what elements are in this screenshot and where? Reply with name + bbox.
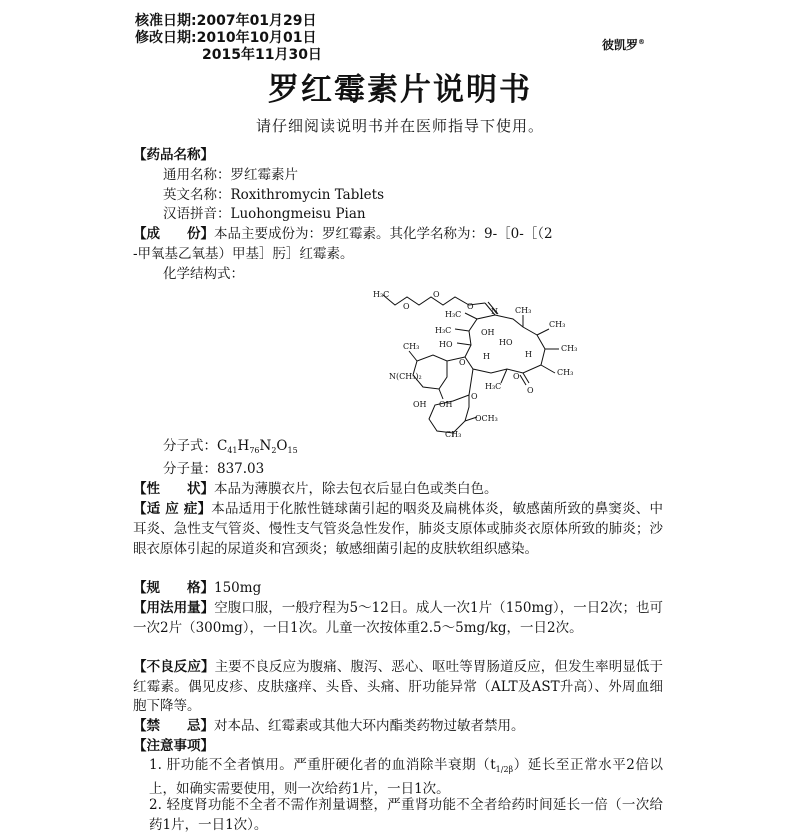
brand-text: 彼凯罗 — [602, 38, 639, 52]
label-ho-a: HO — [439, 339, 453, 349]
label-o5: O — [513, 371, 520, 381]
brand-name — [602, 36, 645, 53]
indications-text: 本品适用于化脓性链球菌引起的咽炎及扁桃体炎，敏感菌所致的鼻窦炎、中耳炎、急性支气管炎、慢性支气管炎急性发作，肺炎支原体或肺炎衣原体所致的肺炎；沙眼衣原体引起的尿道炎和宫颈炎；敏感细菌引起的皮肤软组织感染。 — [133, 500, 663, 557]
properties-text: 本品为薄膜衣片，除去包衣后显白色或类白色。 — [214, 481, 498, 498]
label-o4: O — [527, 385, 534, 395]
formula-h-count: 76 — [249, 445, 260, 455]
label-oh-c: OH — [413, 399, 427, 409]
specification-heading: 【规 格】 — [133, 579, 214, 596]
dosage-heading: 【用法用量】 — [133, 599, 215, 616]
approval-date: 核准日期:2007年01月29日 — [135, 13, 317, 29]
properties-heading: 【性 状】 — [133, 481, 214, 498]
dosage-text: 空腹口服，一般疗程为5～12日。成人一次1片（150mg），一日2次；也可一次2片（300mg），一日1次。儿童一次按体重2.5～5mg/kg，一日2次。 — [133, 599, 663, 636]
label-h-a: H — [483, 351, 490, 361]
revision-date: 修改日期:2010年10月01日 — [135, 30, 317, 46]
label-ch3-b: CH₃ — [549, 319, 566, 329]
molecular-formula — [133, 437, 663, 461]
adverse-section — [133, 658, 663, 717]
label-o7: O — [471, 391, 478, 401]
composition-text-2: -甲氧基乙氧基）甲基］肟］红霉素。 — [133, 245, 354, 262]
registered-mark: ® — [638, 38, 646, 46]
pinyin-name: 汉语拼音：Luohongmeisu Pian — [163, 206, 366, 223]
label-ch3-e: CH₃ — [403, 341, 420, 351]
label-h3c-c: H₃C — [485, 381, 502, 391]
label-och3: OCH₃ — [475, 413, 498, 423]
label-ho-b: HO — [499, 337, 513, 347]
precaution-item-1 — [133, 756, 663, 796]
label-ch3-a: CH₃ — [515, 305, 532, 315]
formula-n: N — [259, 437, 272, 454]
label-o3: O — [467, 301, 474, 311]
label-oh-a: OH — [481, 327, 495, 337]
drug-name-heading: 【药品名称】 — [133, 147, 214, 163]
english-name: 英文名称：Roxithromycin Tablets — [163, 186, 385, 203]
precautions-heading: 【注意事项】 — [133, 737, 214, 754]
indications-section — [133, 500, 663, 579]
properties-section — [133, 480, 663, 500]
specification-text: 150mg — [214, 579, 262, 596]
label-h-b: H — [525, 349, 532, 359]
formula-n-count: 2 — [271, 445, 277, 455]
label-ch3-c: CH₃ — [557, 367, 574, 377]
precaution-item-2: 2. 轻度肾功能不全者不需作剂量调整，严重肾功能不全者给药时间延长一倍（一次给药1片，一日1次）。 — [149, 797, 663, 834]
molecular-weight: 分子量：837.03 — [163, 461, 265, 478]
label-h3c-a: H₃C — [445, 309, 462, 319]
structure-label: 化学结构式： — [163, 265, 244, 282]
formula-o: O — [276, 437, 288, 454]
dosage-section — [133, 599, 663, 658]
composition-heading: 【成 份】 — [133, 226, 214, 243]
generic-name: 通用名称：罗红霉素片 — [163, 166, 298, 183]
document-title: 罗红霉素片说明书 — [268, 72, 532, 108]
insert-content — [133, 146, 663, 836]
adverse-text: 主要不良反应为腹痛、腹泻、恶心、呕吐等胃肠道反应，但发生率明显低于红霉素。偶见皮疹、皮肤瘙痒、头昏、头痛、肝功能异常（ALT及AST升高）、外周血细胞下降等。 — [133, 658, 663, 715]
formula-c-count: 41 — [227, 445, 238, 455]
composition-text-1: 本品主要成份为：罗红霉素。其化学名称为：9-［0-［（2 — [214, 226, 553, 243]
label-ch3-f: CH₃ — [561, 343, 578, 353]
contraindications-heading: 【禁 忌】 — [133, 717, 214, 734]
formula-h: H — [237, 437, 250, 454]
structure-diagram — [373, 287, 613, 437]
composition-line-1 — [133, 225, 663, 245]
adverse-heading: 【不良反应】 — [133, 658, 215, 675]
label-ch3-d: CH₃ — [445, 429, 462, 437]
revision-date-2: 2015年11月30日 — [202, 47, 322, 63]
document-subtitle: 请仔细阅读说明书并在医师指导下使用。 — [255, 117, 544, 135]
formula-label: 分子式： — [163, 437, 217, 454]
contraindications-section — [133, 717, 663, 737]
label-n: N — [491, 306, 498, 316]
structure-bonds — [383, 295, 559, 437]
label-o1: O — [403, 301, 410, 311]
formula-c: C — [217, 437, 228, 454]
precaution-1-text-b: ）延长至正常水平2倍以上，如确实需要使用，则一次给药1片，一日1次。 — [149, 757, 663, 797]
label-nme2: N(CH₃)₂ — [389, 371, 422, 381]
dates-block — [135, 13, 322, 64]
indications-heading: 【适 应 症】 — [133, 500, 212, 517]
precaution-1-text-a: 1. 肝功能不全者慎用。严重肝硬化者的血消除半衰期（t — [149, 757, 496, 774]
label-oh-b: OH — [439, 399, 453, 409]
specification-section — [133, 579, 663, 599]
label-h3c-meo: H₃C — [373, 289, 390, 299]
chemical-structure — [133, 285, 663, 437]
formula-o-count: 15 — [287, 445, 298, 455]
label-h3c-b: H₃C — [435, 325, 452, 335]
label-o2: O — [433, 289, 440, 299]
label-o6: O — [459, 357, 466, 367]
contraindications-text: 对本品、红霉素或其他大环内酯类药物过敏者禁用。 — [214, 717, 525, 734]
half-life-subscript: 1/2β — [495, 765, 514, 775]
